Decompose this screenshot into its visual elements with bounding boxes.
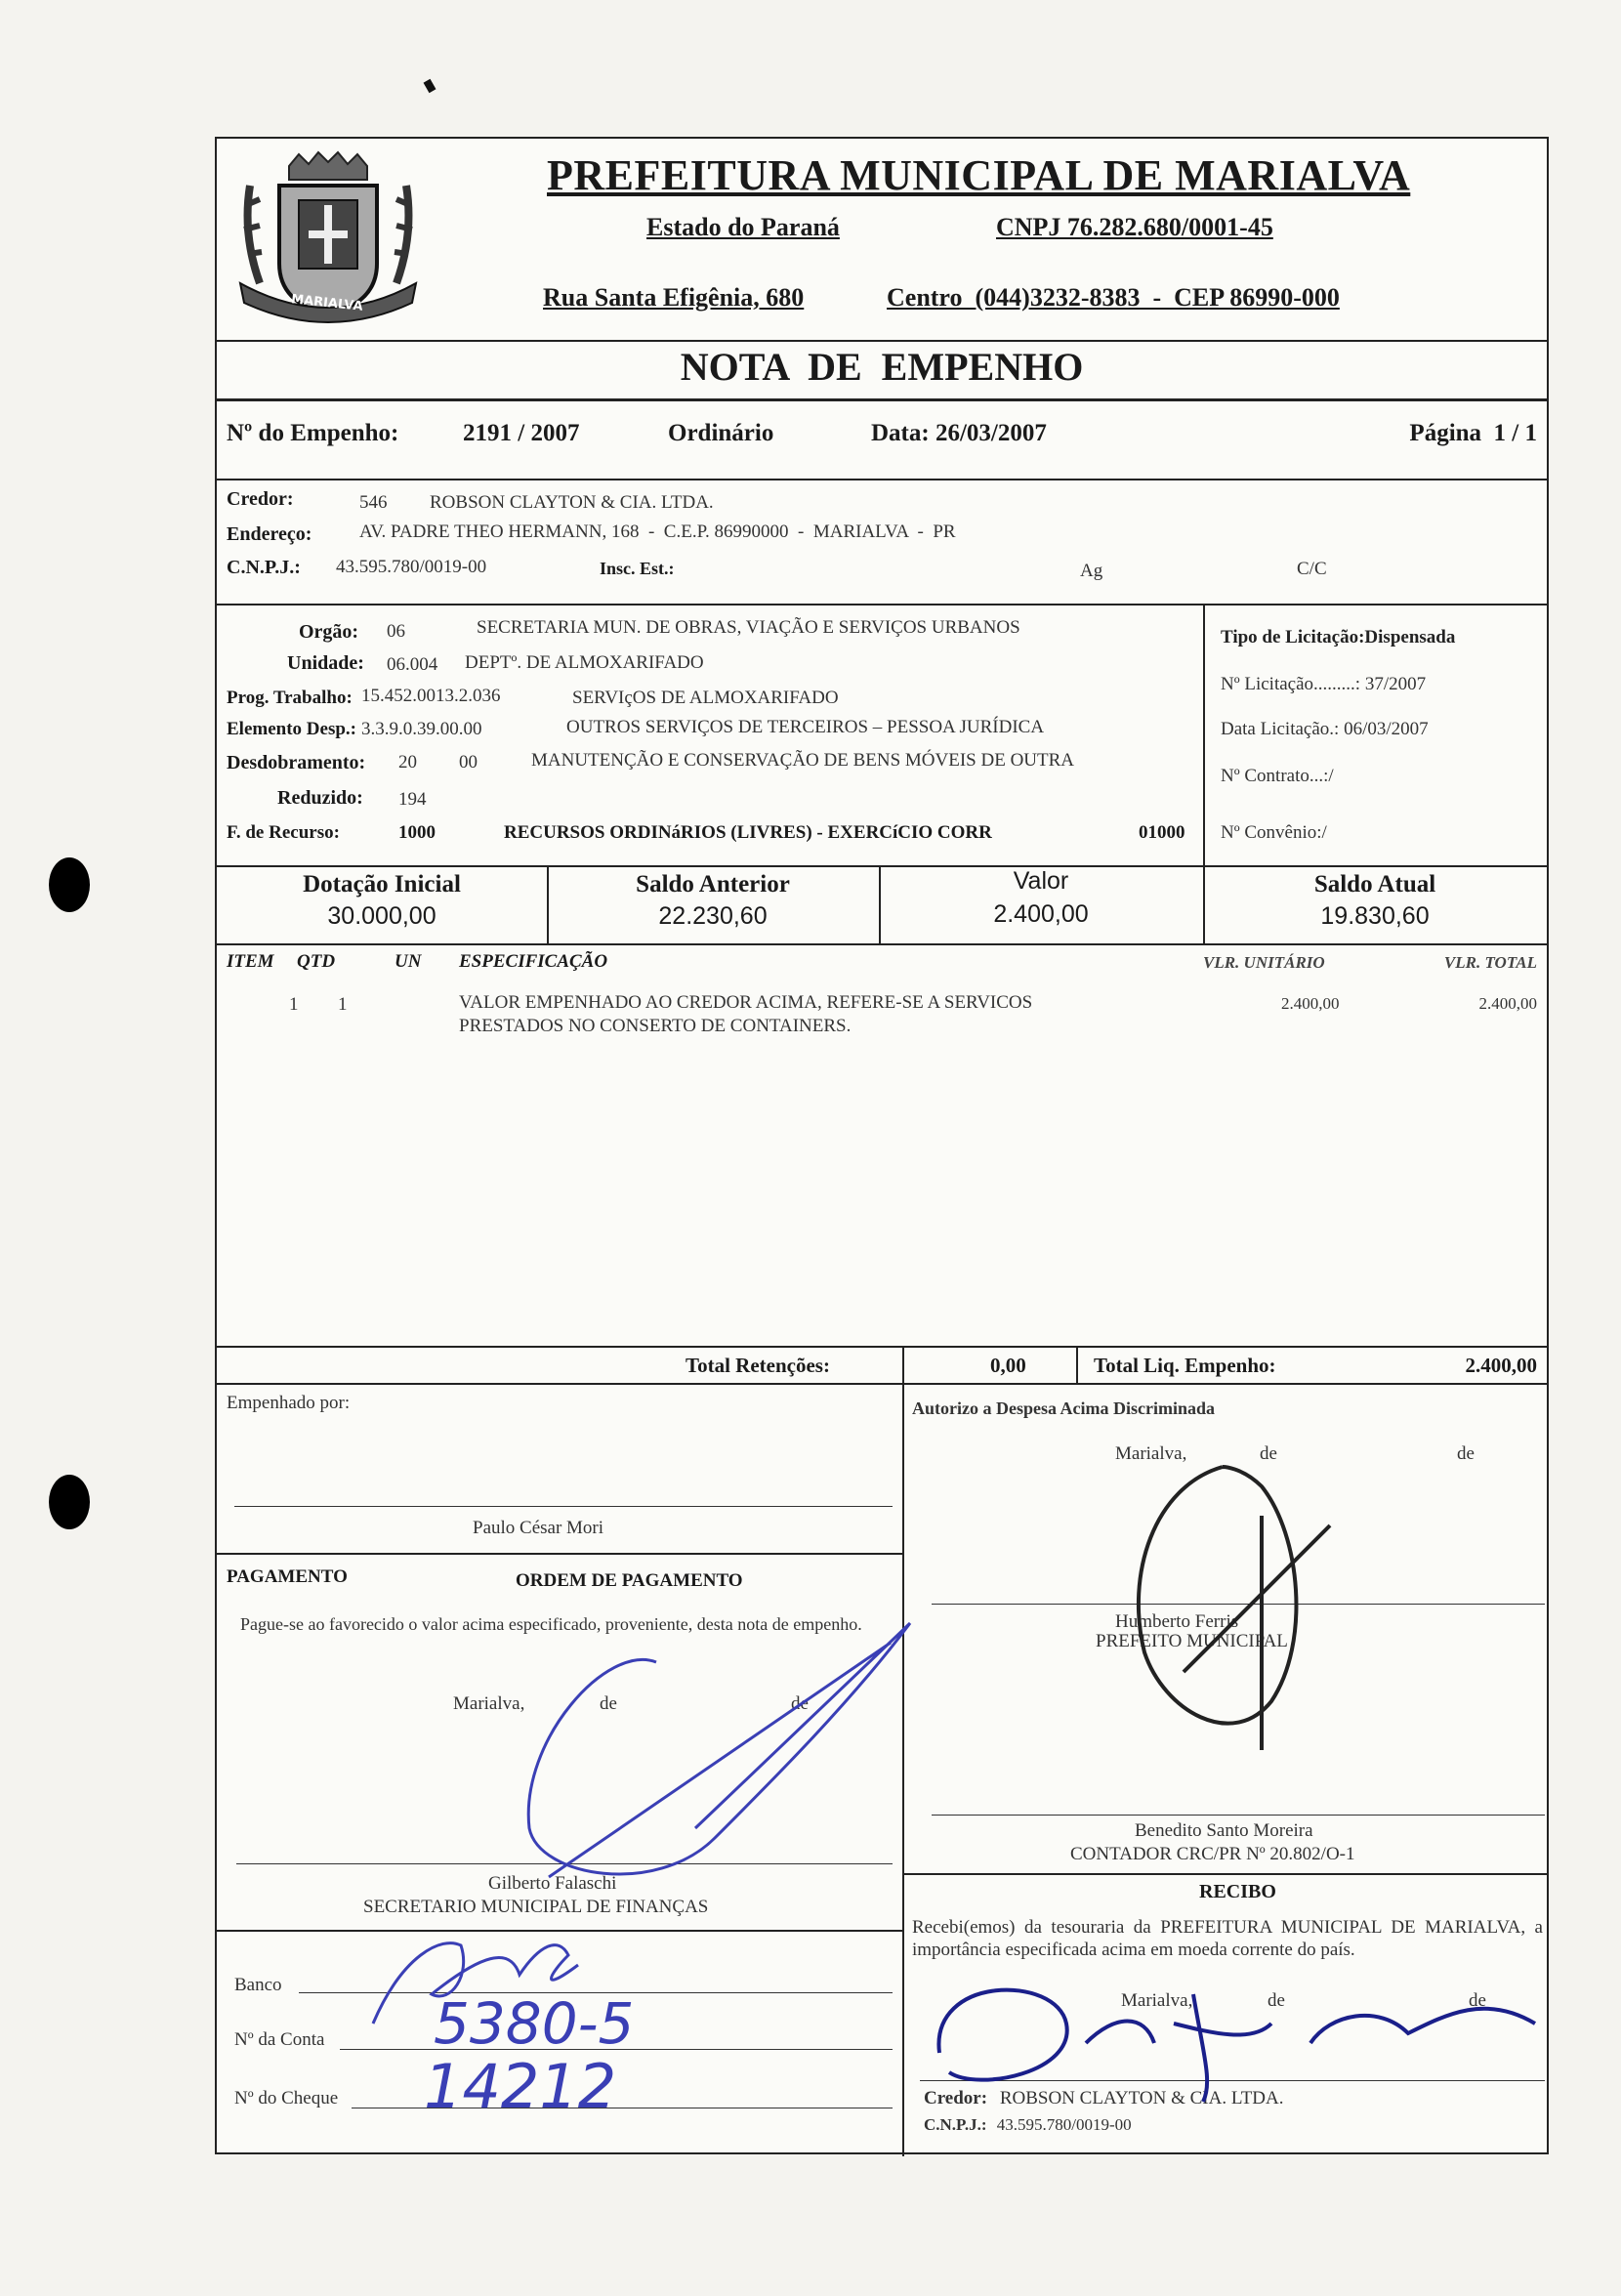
fonte-name: RECURSOS ORDINáRIOS (LIVRES) - EXERCíCIO CORR — [504, 822, 992, 843]
desd-name: MANUTENÇÃO E CONSERVAÇÃO DE BENS MÓVEIS DE OUTRA — [531, 750, 1075, 771]
dotacao-value: 30.000,00 — [327, 902, 436, 930]
desd-code1: 20 — [398, 752, 417, 772]
contador-title: CONTADOR CRC/PR Nº 20.802/O-1 — [1070, 1844, 1355, 1864]
signature-secretario — [461, 1584, 920, 1916]
elem-code: 3.3.9.0.39.00.00 — [361, 719, 482, 739]
item-desc-line2: PRESTADOS NO CONSERTO DE CONTAINERS. — [459, 1016, 852, 1036]
item-qtd: 1 — [338, 994, 348, 1015]
header-address: Rua Santa Efigênia, 680 — [543, 283, 805, 312]
cheque-label: Nº do Cheque — [234, 2088, 339, 2108]
endereco-label: Endereço: — [227, 523, 312, 545]
credor-label: Credor: — [227, 488, 294, 510]
total-liq-label: Total Liq. Empenho: — [1094, 1354, 1276, 1377]
elem-name: OUTROS SERVIÇOS DE TERCEIROS – PESSOA JURÍDICA — [566, 717, 1045, 737]
licitacao-numero: Nº Licitação.........: 37/2007 — [1221, 674, 1427, 694]
items-header-qtd: QTD — [297, 951, 336, 972]
item-total-value: 2.400,00 — [1478, 994, 1537, 1013]
left-de2: de — [791, 1693, 809, 1714]
prog-label: Prog. Trabalho: — [227, 688, 353, 708]
prog-code: 15.452.0013.2.036 — [361, 686, 501, 706]
binder-hole-bottom — [49, 1475, 90, 1529]
total-liq-value: 2.400,00 — [1465, 1354, 1537, 1377]
items-header-un: UN — [395, 951, 422, 972]
left-de1: de — [600, 1693, 617, 1714]
binder-hole-top — [49, 857, 90, 912]
unidade-code: 06.004 — [387, 654, 438, 675]
fonte-label: F. de Recurso: — [227, 822, 340, 843]
pague-text: Pague-se ao favorecido o valor acima especificado, proveniente, desta nota de empenho. — [240, 1614, 862, 1634]
valor-label: Valor — [1013, 867, 1069, 895]
right-de2: de — [1457, 1443, 1475, 1464]
recibo-cnpj — [924, 2115, 1132, 2135]
licitacao-data: Data Licitação.: 06/03/2007 — [1221, 719, 1429, 739]
ordem-label: ORDEM DE PAGAMENTO — [516, 1570, 743, 1591]
banco-label: Banco — [234, 1975, 282, 1995]
prog-name: SERVIçOS DE ALMOXARIFADO — [572, 688, 839, 708]
valor-value: 2.400,00 — [993, 900, 1089, 928]
atual-label: Saldo Atual — [1313, 871, 1436, 898]
recibo-text: Recebi(emos) da tesouraria da PREFEITURA MUNICIPAL DE MARIALVA, a importância especificada acima em moeda corrente do país. — [912, 1917, 1543, 1960]
signature-prefeito — [1115, 1457, 1350, 1779]
desd-code2: 00 — [459, 752, 478, 772]
nota-de-empenho-document — [215, 137, 1549, 2154]
total-retencoes-label: Total Retenções: — [686, 1354, 830, 1377]
handwritten-cheque: 14212 — [424, 2051, 617, 2122]
credor-endereco: AV. PADRE THEO HERMANN, 168 - C.E.P. 86990000 - MARIALVA - PR — [359, 522, 956, 542]
total-retencoes-value: 0,00 — [990, 1354, 1026, 1377]
header-contact: Centro (044)3232-8383 - CEP 86990-000 — [887, 283, 1340, 312]
item-desc-line1: VALOR EMPENHADO AO CREDOR ACIMA, REFERE-SE A SERVICOS — [459, 992, 1033, 1013]
prefeito-name: Humberto Ferris — [1115, 1611, 1239, 1632]
secretario-title: SECRETARIO MUNICIPAL DE FINANÇAS — [363, 1897, 709, 1917]
conta-label: Nº da Conta — [234, 2029, 325, 2050]
items-header-espec: ESPECIFICAÇÃO — [459, 951, 608, 972]
cc-label: C/C — [1297, 559, 1327, 579]
orgao-code: 06 — [387, 621, 405, 642]
unidade-label: Unidade: — [287, 652, 364, 674]
header-cnpj: CNPJ 76.282.680/0001-45 — [996, 213, 1273, 241]
recibo-cnpj-label: C.N.P.J.: — [924, 2115, 987, 2134]
empenhado-name: Paulo César Mori — [473, 1518, 604, 1538]
empenho-page: Página 1 / 1 — [1409, 420, 1537, 446]
header-estado: Estado do Paraná — [646, 213, 840, 241]
fonte-code: 1000 — [398, 822, 436, 843]
fonte-code2: 01000 — [1139, 822, 1185, 843]
recibo-de1: de — [1268, 1990, 1285, 2011]
licitacao-tipo: Tipo de Licitação:Dispensada — [1221, 627, 1456, 647]
dotacao-label: Dotação Inicial — [303, 871, 461, 898]
signature-banco — [344, 1916, 598, 2033]
credor-cnpj: 43.595.780/0019-00 — [336, 557, 487, 577]
desd-label: Desdobramento: — [227, 752, 366, 773]
items-header-item: ITEM — [227, 951, 274, 972]
items-header-unit: VLR. UNITÁRIO — [1203, 953, 1325, 972]
cnpj-label: C.N.P.J.: — [227, 557, 301, 578]
credor-code: 546 — [359, 492, 388, 513]
contador-name: Benedito Santo Moreira — [1135, 1820, 1313, 1841]
empenho-type: Ordinário — [668, 420, 774, 446]
recibo-credor-name: ROBSON CLAYTON & CIA. LTDA. — [999, 2088, 1284, 2108]
handwritten-conta: 5380-5 — [434, 1990, 635, 2057]
right-marialva: Marialva, — [1115, 1443, 1187, 1464]
recibo-marialva: Marialva, — [1121, 1990, 1193, 2011]
crest-ribbon-text: MARIALVA — [290, 292, 364, 314]
recibo-cnpj-value: 43.595.780/0019-00 — [996, 2115, 1132, 2134]
left-marialva: Marialva, — [453, 1693, 525, 1714]
right-de1: de — [1260, 1443, 1277, 1464]
recibo-credor-label: Credor: — [924, 2088, 988, 2108]
municipal-crest — [230, 146, 426, 332]
licitacao-contrato: Nº Contrato...:/ — [1221, 766, 1334, 786]
empenho-number: 2191 / 2007 — [463, 420, 580, 446]
recibo-label: RECIBO — [1199, 1881, 1276, 1902]
items-header-total: VLR. TOTAL — [1443, 953, 1537, 972]
anterior-label: Saldo Anterior — [636, 871, 790, 898]
atual-value: 19.830,60 — [1320, 902, 1430, 930]
item-unit-value: 2.400,00 — [1281, 994, 1340, 1013]
autorizo-label: Autorizo a Despesa Acima Discriminada — [912, 1398, 1215, 1418]
header-title: PREFEITURA MUNICIPAL DE MARIALVA — [547, 151, 1411, 199]
credor-name: ROBSON CLAYTON & CIA. LTDA. — [430, 492, 714, 513]
orgao-label: Orgão: — [299, 621, 359, 643]
signature-credor — [920, 1936, 1545, 2111]
empenho-label: Nº do Empenho: — [227, 420, 399, 446]
orgao-name: SECRETARIA MUN. DE OBRAS, VIAÇÃO E SERVIÇOS URBANOS — [477, 617, 1020, 638]
reduzido-code: 194 — [398, 789, 427, 810]
elem-label: Elemento Desp.: — [227, 719, 356, 739]
insc-label: Insc. Est.: — [600, 559, 675, 578]
item-number: 1 — [289, 994, 299, 1015]
scan-mark — [424, 79, 436, 93]
recibo-de2: de — [1469, 1990, 1486, 2011]
secretario-name: Gilberto Falaschi — [488, 1873, 617, 1894]
reduzido-label: Reduzido: — [277, 787, 363, 809]
prefeito-title: PREFEITO MUNICIPAL — [1096, 1631, 1288, 1651]
pagamento-label: PAGAMENTO — [227, 1566, 348, 1587]
empenho-date: Data: 26/03/2007 — [871, 420, 1047, 446]
licitacao-convenio: Nº Convênio:/ — [1221, 822, 1327, 843]
empenhado-label: Empenhado por: — [227, 1393, 351, 1413]
ag-label: Ag — [1080, 561, 1103, 581]
document-title: NOTA DE EMPENHO — [680, 345, 1084, 389]
unidade-name: DEPTº. DE ALMOXARIFADO — [465, 652, 704, 673]
anterior-value: 22.230,60 — [658, 902, 768, 930]
